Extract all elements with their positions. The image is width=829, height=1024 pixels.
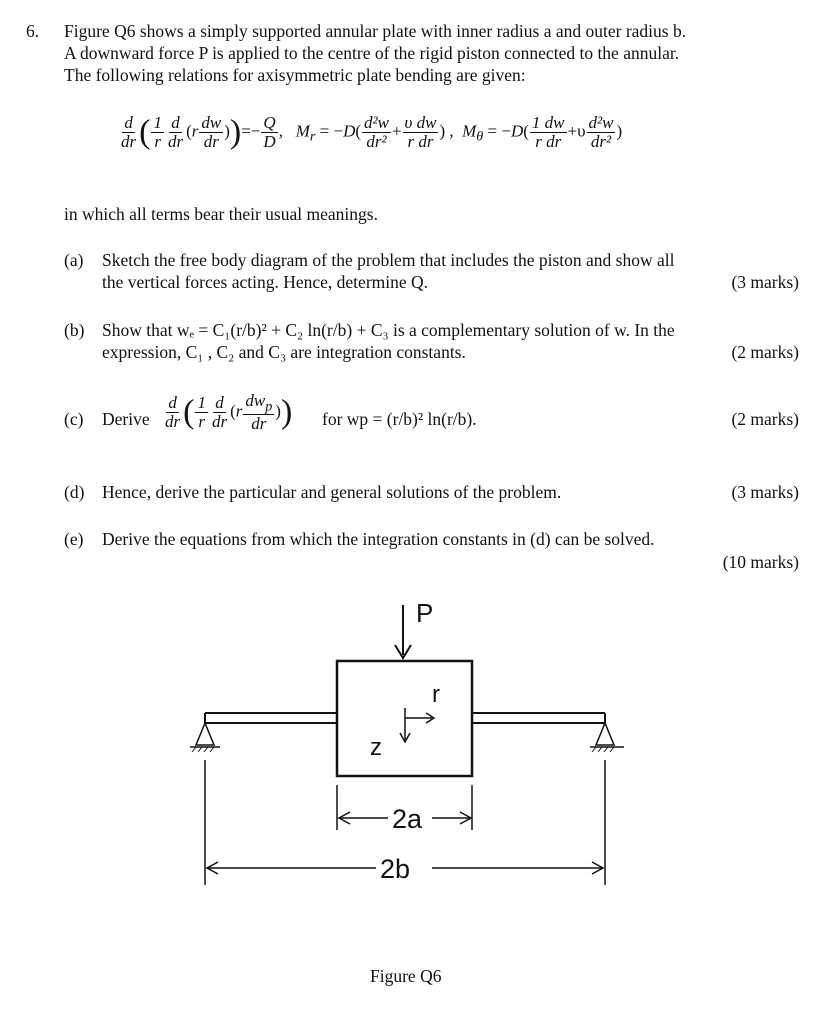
question-number: 6.: [26, 21, 40, 41]
intro-line-3: The following relations for axisymmetric plate bending are given:: [64, 65, 526, 85]
intro-line-2: A downward force P is applied to the centre of the rigid piston connected to the annular.: [64, 43, 680, 63]
z-label: z: [370, 734, 382, 761]
equations-row: $\frac{d}{dr}$ ( $\frac{1}{r}$ $\frac{d}{dr}$ (r $\frac{dw}{dr}$ ))=− $\frac{Q}{D}$ , $M_r = -D$( $\frac{\text{d²w}}{\text{dr²}}$ + $\frac{\text{υ dw}}{\text{r dr}}$ ) , $M_\theta = -D$( $\frac{1 dw}{\text{r dr}}$ +υ $\frac{\text{d²w}}{\text{dr²}}$ ): [121, 113, 623, 151]
part-d-label: (d): [64, 482, 85, 502]
part-d-line1: Hence, derive the particular and general solutions of the problem.: [102, 482, 562, 502]
part-c-marks: (2 marks): [731, 409, 799, 429]
intro-line-1: Figure Q6 shows a simply supported annular plate with inner radius a and outer radius b.: [64, 21, 687, 41]
part-a-label: (a): [64, 250, 84, 270]
part-b-marks: (2 marks): [731, 342, 799, 362]
part-c-tail: for wp = (r/b)² ln(r/b).: [322, 409, 477, 429]
outer-dim-label: 2b: [380, 854, 411, 884]
left-support: [196, 723, 214, 745]
part-c-label: (c): [64, 409, 84, 429]
part-a-line2: the vertical forces acting. Hence, determine Q.: [102, 272, 429, 292]
meaning-line: in which all terms bear their usual meanings.: [64, 204, 378, 224]
part-c-derive: Derive: [102, 409, 150, 429]
part-a-marks: (3 marks): [731, 272, 799, 292]
part-d-marks: (3 marks): [731, 482, 799, 502]
part-e-line1: Derive the equations from which the integration constants in (d) can be solved.: [102, 529, 655, 549]
right-support: [596, 723, 614, 745]
part-b-line2: expression, C₁ , C₂ and C₃ are integration constants.: [102, 342, 466, 362]
part-c-expression: $\frac{d}{dr}$ ( $\frac{1}{r}$ $\frac{d}{dr}$ (r $\frac{dw_p}{dr}$ )): [165, 391, 293, 434]
part-e-label: (e): [64, 529, 84, 549]
part-b-label: (b): [64, 320, 85, 340]
force-label: P: [416, 598, 434, 628]
part-b-line1: Show that wₑ = C₁(r/b)² + C₂ ln(r/b) + C₃ is a complementary solution of w. In the: [102, 320, 675, 340]
figure-caption: Figure Q6: [370, 966, 442, 986]
part-a-line1: Sketch the free body diagram of the problem that includes the piston and show all: [102, 250, 675, 270]
eq1-d-dr: $\frac{d}{dr}$: [121, 113, 137, 151]
inner-dim-label: 2a: [392, 804, 423, 834]
part-e-marks: (10 marks): [722, 552, 799, 572]
r-label: r: [432, 681, 440, 708]
